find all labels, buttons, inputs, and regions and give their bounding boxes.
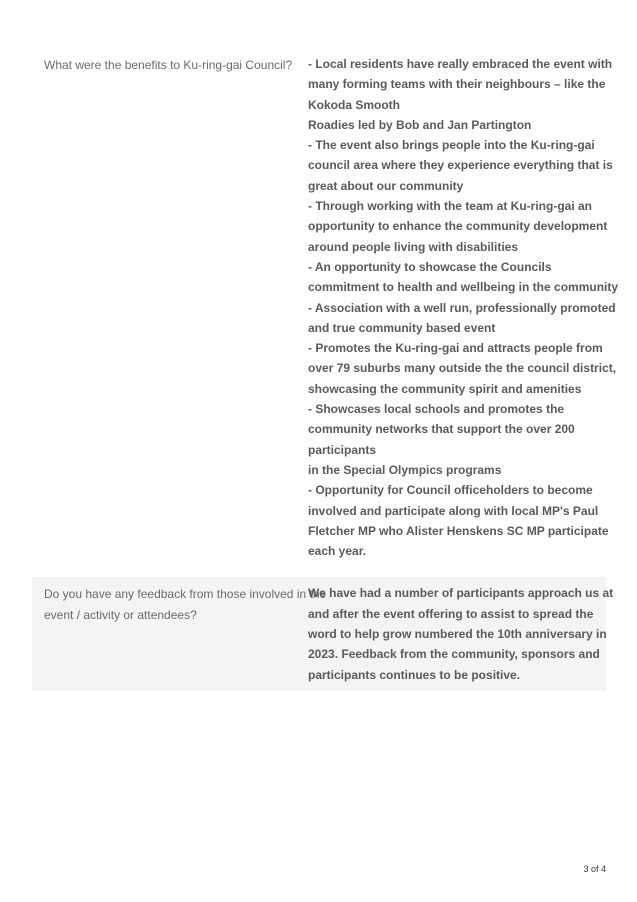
answer-line: Roadies led by Bob and Jan Partington [308,117,532,132]
answer-line: each year. [308,544,367,559]
answer-line: Kokoda Smooth [308,97,400,112]
qa-table [32,48,619,691]
answer-line: in the Special Olympics programs [308,462,502,477]
answer-line: participants [308,442,377,457]
answer-line: and after the event offering to assist to spread the [308,606,594,621]
answer-line: - The event also brings people into the Ku-ring-gai [308,138,595,153]
answer-line: word to help grow numbered the 10th anniversary in [308,627,607,642]
answer-line: - Opportunity for Council officeholders to become [308,483,593,498]
answer-line: - An opportunity to showcase the Councils [308,259,552,274]
qa-row-feedback [32,577,614,690]
answer-line: and true community based event [308,320,496,335]
answer-line: We have had a number of participants approach us at [308,586,614,601]
answer-line: community networks that support the over 200 [308,422,575,437]
answer-line: - Local residents have really embraced the event with [308,57,613,71]
answer-line: 2023. Feedback from the community, sponsors and [308,647,600,662]
answer-feedback [308,583,614,684]
answer-line: - Through working with the team at Ku-ring-gai an [308,199,592,214]
question-line: Do you have any feedback from those involved in the [44,587,327,602]
answer-line: over 79 suburbs many outside the the council district, [308,361,617,376]
page-number: 3 of 4 [583,864,606,874]
question-line: event / activity or attendees? [44,607,197,622]
answer-line: council area where they experience everything that is [308,158,613,173]
question-benefits: What were the benefits to Ku-ring-gai Council? [44,58,293,72]
answer-line: showcasing the community spirit and amenities [308,381,582,396]
answer-line: involved and participate along with local MP's Paul [308,503,599,518]
answer-line: - Association with a well run, professionally promoted [308,300,616,315]
answer-line: - Showcases local schools and promotes the [308,402,565,417]
answer-line: Fletcher MP who Alister Henskens SC MP participate [308,523,609,538]
answer-benefits [308,54,619,561]
qa-row-benefits [32,48,619,575]
answer-line: participants continues to be positive. [308,667,521,682]
answer-line: many forming teams with their neighbours – like the [308,77,606,92]
answer-line: opportunity to enhance the community development [308,219,608,234]
answer-line: - Promotes the Ku-ring-gai and attracts people from [308,341,603,356]
question-feedback [32,583,327,684]
answer-line: great about our community [308,178,464,193]
answer-line: commitment to health and wellbeing in the community [308,280,619,295]
answer-line: around people living with disabilities [308,239,519,254]
